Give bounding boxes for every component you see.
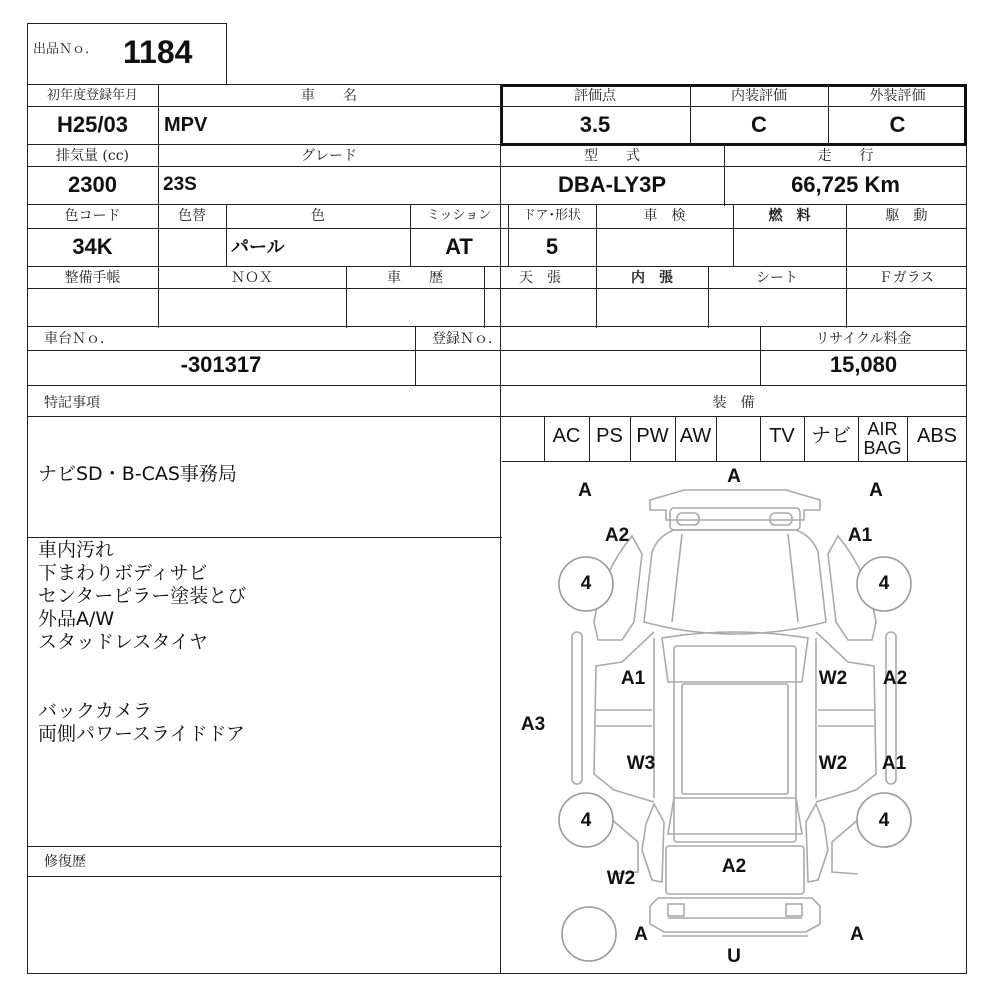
grade-value: 23S: [163, 174, 197, 195]
tire-rear-left: 4: [580, 810, 592, 831]
drive-label: 駆 動: [885, 208, 928, 224]
chassis-label: 車台Ｎｏ．: [44, 331, 114, 347]
reg-date-label: 初年度登録年月: [46, 88, 138, 103]
reg-date-value: H25/03: [57, 112, 128, 137]
damage-left-front-door: A1: [620, 668, 646, 689]
repaint-label: 色替: [178, 208, 206, 224]
roof-label: 天 張: [519, 270, 561, 286]
color-code-label: 色コード: [64, 208, 121, 224]
model-label: 型 式: [584, 148, 640, 164]
recycle-value: 15,080: [829, 352, 898, 377]
repair-history-header: 修復歴: [44, 854, 86, 870]
score-label: 評価点: [574, 88, 616, 104]
notes-line: 下まわりボディサビ: [38, 562, 208, 584]
equipment-item-abs: ABS: [916, 425, 958, 447]
equipment-item-ps: PS: [596, 425, 623, 447]
glass-label: Ｆガラス: [878, 270, 935, 286]
interior-trim-label: 内 張: [631, 270, 673, 286]
damage-rear-left-quarter: W2: [606, 868, 636, 889]
model-value: DBA-LY3P: [558, 172, 666, 197]
maintenance-label: 整備手帳: [64, 270, 121, 286]
damage-front: A: [727, 466, 741, 487]
fuel-label: 燃 料: [768, 208, 811, 224]
score-value: 3.5: [579, 112, 611, 137]
interior-grade-label: 内装評価: [731, 88, 787, 104]
mileage-label: 走 行: [817, 148, 874, 164]
inspection-label: 車 検: [643, 208, 686, 224]
damage-right-fender: A1: [847, 525, 873, 546]
damage-left-fender: A2: [604, 525, 630, 546]
car-diagram: [502, 462, 966, 973]
color-code-value: 34K: [72, 234, 113, 259]
lot-number-value: 1184: [123, 34, 193, 70]
damage-front-left: A: [578, 480, 592, 501]
damage-right-front-panel: A2: [882, 668, 908, 689]
damage-left-sill: A3: [520, 714, 546, 735]
mission-label: ミッション: [426, 208, 492, 223]
damage-front-right: A: [869, 480, 883, 501]
notes-line: 車内汚れ: [38, 539, 115, 561]
car-name-label: 車 名: [301, 88, 357, 104]
color-value: パール: [231, 237, 285, 257]
tire-front-left: 4: [580, 573, 592, 594]
damage-rear-left: A: [634, 924, 648, 945]
tire-rear-right: 4: [878, 810, 890, 831]
notes-header: 特記事項: [44, 395, 100, 411]
mission-value: AT: [445, 234, 473, 259]
notes-line: [38, 654, 478, 677]
equipment-item-aw: AW: [679, 425, 712, 447]
door-label: ドア･形状: [522, 208, 582, 223]
history-label: 車 歴: [387, 270, 443, 286]
exterior-grade-value: C: [889, 112, 906, 137]
equipment-item-navi: ナビ: [811, 425, 851, 447]
equipment-item-airbag: AIR BAG: [863, 419, 902, 458]
mileage-value: 66,725 Km: [791, 172, 900, 197]
car-name-value: MPV: [164, 114, 208, 136]
damage-right-rear-door: W2: [818, 753, 848, 774]
damage-right-front-door: W2: [818, 668, 848, 689]
recycle-label: リサイクル料金: [815, 331, 912, 347]
grade-label: グレード: [301, 148, 357, 164]
damage-right-rear-panel: A1: [881, 753, 907, 774]
chassis-value: -301317: [180, 352, 262, 377]
door-value: 5: [545, 234, 559, 259]
lot-number-label: 出品Ｎｏ．: [33, 42, 99, 57]
damage-tailgate: A2: [721, 856, 747, 877]
registration-label: 登録Ｎｏ．: [432, 331, 502, 347]
displacement-label: 排気量 (cc): [55, 148, 130, 164]
damage-left-rear-door: W3: [626, 753, 656, 774]
notes-line: 外品A/W: [38, 608, 115, 630]
color-label: 色: [311, 208, 325, 224]
equipment-item-tv: TV: [769, 425, 795, 447]
notes-top-text: ナビSD・B-CAS事務局: [38, 463, 237, 485]
exterior-grade-label: 外装評価: [869, 88, 926, 104]
notes-line: センターピラー塗装とび: [38, 585, 247, 607]
tire-front-right: 4: [878, 573, 890, 594]
displacement-value: 2300: [68, 172, 117, 197]
notes-line: [38, 677, 478, 700]
interior-grade-value: C: [751, 112, 767, 137]
equipment-item-pw: PW: [636, 425, 669, 447]
damage-rear-right: A: [850, 924, 864, 945]
notes-line: スタッドレスタイヤ: [38, 631, 209, 653]
notes-line: 両側パワースライドドア: [38, 723, 245, 745]
nox-label: ＮＯＸ: [231, 270, 273, 286]
seat-label: シート: [756, 270, 798, 286]
damage-rear-under: U: [727, 946, 741, 967]
notes-list: [38, 539, 478, 746]
equipment-header: 装 備: [712, 395, 755, 411]
notes-line: バックカメラ: [38, 700, 153, 722]
equipment-item-ac: AC: [552, 425, 581, 447]
